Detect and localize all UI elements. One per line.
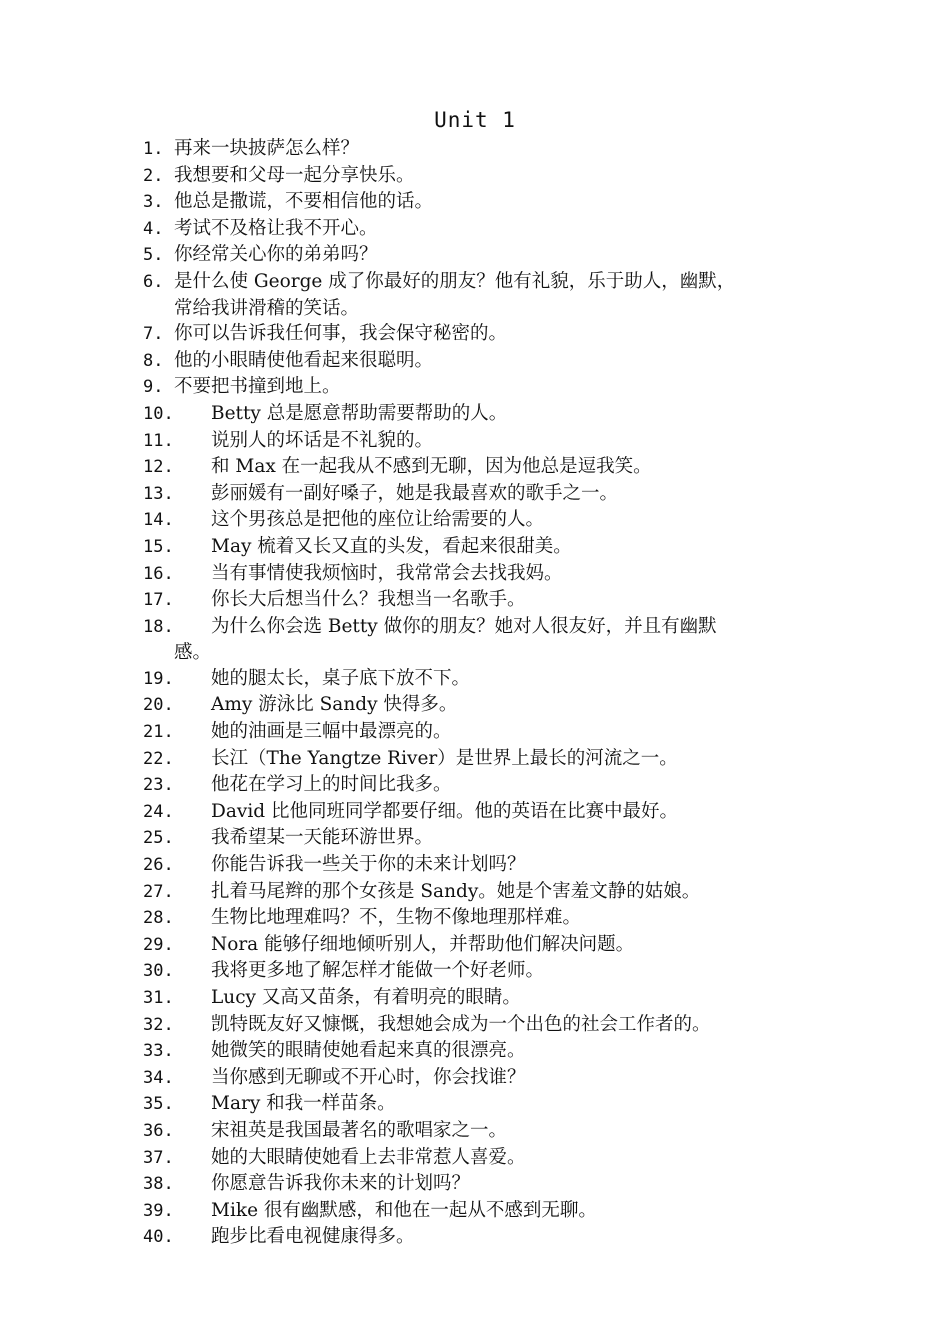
item-number: 1. (143, 139, 164, 159)
item-text-continuation: 常给我讲滑稽的笑话。 (174, 297, 360, 319)
item-text: 你愿意告诉我你未来的计划吗？ (211, 1173, 471, 1195)
item-text: Mike 很有幽默感，和他在一起从不感到无聊。 (211, 1199, 597, 1221)
item-number: 39. (143, 1200, 174, 1221)
item-number: 13. (143, 483, 174, 504)
list-item (143, 746, 823, 773)
item-text: 我想要和父母一起分享快乐。 (174, 164, 415, 186)
item-number: 27. (143, 881, 174, 902)
item-text: 宋祖英是我国最著名的歌唱家之一。 (211, 1119, 508, 1141)
item-number: 6. (143, 271, 164, 292)
item-number: 25. (143, 828, 174, 849)
item-text: 她微笑的眼睛使她看起来真的很漂亮。 (211, 1040, 526, 1062)
item-number: 26. (143, 855, 174, 876)
item-text: 你长大后想当什么？我想当一名歌手。 (211, 589, 526, 611)
item-text: May 梳着又长又直的头发，看起来很甜美。 (211, 535, 572, 557)
list-item (143, 719, 823, 746)
item-text: 凯特既友好又慷慨，我想她会成为一个出色的社会工作者的。 (211, 1013, 711, 1035)
item-text: 生物比地理难吗？不，生物不像地理那样难。 (211, 907, 582, 929)
item-text: 和 Max 在一起我从不感到无聊，因为他总是逗我笑。 (211, 456, 652, 478)
item-number: 30. (143, 961, 174, 982)
list-item (143, 163, 823, 190)
item-text: 你能告诉我一些关于你的未来计划吗？ (211, 854, 526, 876)
item-text: 当有事情使我烦恼时，我常常会去找我妈。 (211, 562, 563, 584)
list-item (143, 321, 823, 348)
list-item (143, 692, 823, 719)
item-text: 他的小眼睛使他看起来很聪明。 (174, 349, 434, 371)
list-item (143, 614, 823, 666)
list-item (143, 666, 823, 693)
item-number: 9. (143, 377, 164, 398)
item-number: 40. (143, 1227, 174, 1248)
item-number: 15. (143, 536, 174, 557)
list-item (143, 1118, 823, 1145)
item-text: 我希望某一天能环游世界。 (211, 827, 434, 849)
item-number: 34. (143, 1067, 174, 1088)
list-item (143, 985, 823, 1012)
item-number: 23. (143, 775, 174, 796)
item-text-continuation: 感。 (174, 642, 212, 664)
list-item (143, 932, 823, 959)
item-number: 5. (143, 245, 164, 266)
item-number: 8. (143, 350, 164, 371)
item-text: 他花在学习上的时间比我多。 (211, 774, 452, 796)
item-number: 29. (143, 934, 174, 955)
list-item (143, 374, 823, 401)
list-item (143, 1012, 823, 1039)
item-number: 7. (143, 324, 164, 345)
list-item (143, 561, 823, 588)
item-text: 她的腿太长，桌子底下放不下。 (211, 667, 471, 689)
item-number: 4. (143, 218, 164, 239)
item-number: 2. (143, 165, 164, 186)
item-text: 不要把书撞到地上。 (174, 376, 341, 398)
item-text: Mary 和我一样苗条。 (211, 1093, 396, 1115)
item-number: 22. (143, 748, 174, 769)
item-text: Lucy 又高又苗条，有着明亮的眼睛。 (211, 987, 521, 1008)
item-text: 说别人的坏话是不礼貌的。 (211, 429, 434, 451)
item-number: 18. (143, 616, 174, 637)
list-item (143, 772, 823, 799)
item-number: 21. (143, 722, 174, 743)
item-text: 这个男孩总是把他的座位让给需要的人。 (211, 509, 545, 531)
list-item (143, 958, 823, 985)
item-number: 38. (143, 1174, 174, 1195)
item-number: 14. (143, 510, 174, 531)
item-text: 她的大眼睛使她看上去非常惹人喜爱。 (211, 1146, 526, 1168)
item-number: 32. (143, 1014, 174, 1035)
page-title: Unit 1 (434, 108, 516, 132)
item-number: 3. (143, 192, 164, 213)
sentence-list (143, 136, 823, 1251)
item-number: 10. (143, 403, 174, 424)
list-item (143, 269, 823, 321)
item-text: 考试不及格让我不开心。 (174, 217, 378, 239)
item-number: 31. (143, 988, 174, 1008)
list-item (143, 825, 823, 852)
item-text: 是什么使 George 成了你最好的朋友？他有礼貌，乐于助人，幽默， (174, 270, 736, 292)
item-number: 37. (143, 1147, 174, 1168)
list-item (143, 507, 823, 534)
item-number: 16. (143, 563, 174, 584)
list-item (143, 1145, 823, 1172)
list-item (143, 1198, 823, 1225)
item-text: 我将更多地了解怎样才能做一个好老师。 (211, 960, 545, 982)
list-item (143, 799, 823, 826)
item-text: 再来一块披萨怎么样？ (174, 138, 360, 159)
list-item (143, 1038, 823, 1065)
item-number: 20. (143, 695, 174, 716)
item-number: 19. (143, 668, 174, 689)
item-number: 33. (143, 1041, 174, 1062)
item-text: Nora 能够仔细地倾听别人，并帮助他们解决问题。 (211, 933, 635, 955)
list-item (143, 216, 823, 243)
list-item (143, 454, 823, 481)
list-item (143, 401, 823, 428)
list-item (143, 1065, 823, 1092)
list-item (143, 242, 823, 269)
list-item (143, 534, 823, 561)
item-number: 36. (143, 1120, 174, 1141)
item-text: 当你感到无聊或不开心时，你会找谁？ (211, 1066, 526, 1088)
item-text: 跑步比看电视健康得多。 (211, 1226, 415, 1248)
item-text: David 比他同班同学都要仔细。他的英语在比赛中最好。 (211, 800, 678, 822)
list-item (143, 1171, 823, 1198)
item-number: 11. (143, 430, 174, 451)
item-text: 彭丽媛有一副好嗓子，她是我最喜欢的歌手之一。 (211, 482, 619, 504)
item-number: 24. (143, 801, 174, 822)
item-number: 35. (143, 1094, 174, 1115)
item-text: 为什么你会选 Betty 做你的朋友？她对人很友好，并且有幽默 (211, 615, 717, 637)
item-text: Betty 总是愿意帮助需要帮助的人。 (211, 402, 508, 424)
item-number: 17. (143, 590, 174, 611)
item-text: 扎着马尾辫的那个女孩是 Sandy。她是个害羞文静的姑娘。 (211, 880, 701, 902)
list-item (143, 136, 823, 163)
list-item (143, 189, 823, 216)
list-item (143, 1091, 823, 1118)
list-item (143, 428, 823, 455)
list-item (143, 879, 823, 906)
list-item (143, 852, 823, 879)
item-text: 你可以告诉我任何事，我会保守秘密的。 (174, 323, 508, 345)
list-item (143, 905, 823, 932)
item-number: 28. (143, 908, 174, 929)
item-text: 你经常关心你的弟弟吗？ (174, 244, 378, 266)
item-text: 他总是撒谎，不要相信他的话。 (174, 191, 434, 213)
list-item (143, 481, 823, 508)
item-text: 她的油画是三幅中最漂亮的。 (211, 721, 452, 743)
item-text: Amy 游泳比 Sandy 快得多。 (211, 694, 458, 716)
list-item (143, 348, 823, 375)
list-item (143, 1224, 823, 1251)
item-text: 长江（The Yangtze River）是世界上最长的河流之一。 (211, 747, 678, 769)
list-item (143, 587, 823, 614)
item-number: 12. (143, 457, 174, 478)
